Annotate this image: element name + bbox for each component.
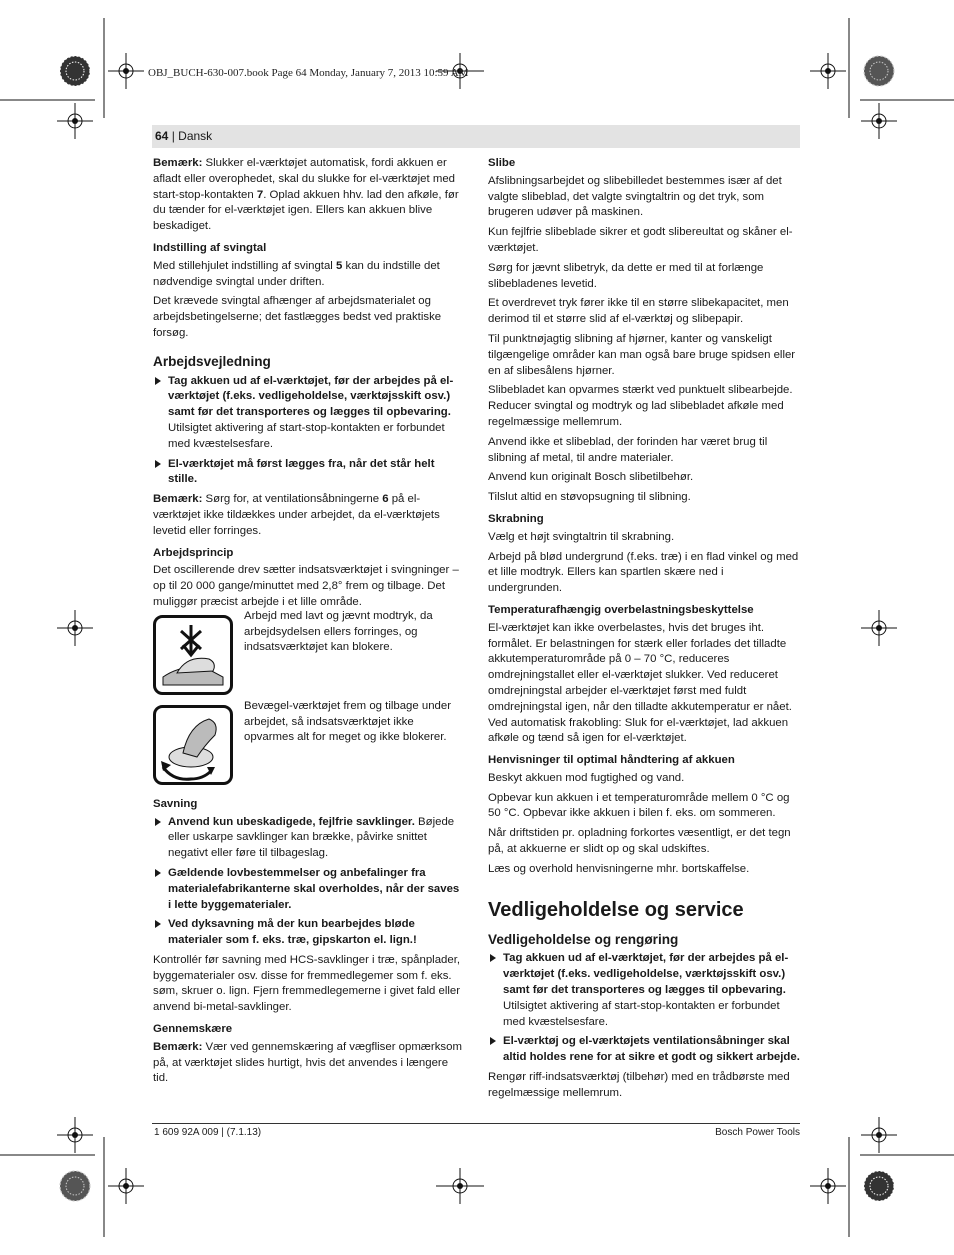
temperature-text: El-værktøjet kan ikke overbelastes, hvis det bruges iht. formålet. Er belastningen for stærk eller forlades det tilladte akkutemperaturområde på 0 – 70 °C, reduceres omdrejningstallet eller el-værktøjet slukker. Ved reduceret omdrejningstal arbejder el-værktøjet først med fuldt omdrejningstal igen, når den tilladte akkutemperatur er nået. Ved automatisk frakobling: Sluk for el-værktøjet, lad akkuen afkøle og tænd så igen for el-værktøjet. [488,621,792,745]
page-footer [152,1123,800,1138]
note-tiles: Bemærk: Vær ved gennemskæring af vægfliser opmærksom på, at værktøjet slides hurtigt, hvis det anvendes i længere tid. [153,1040,462,1085]
low-pressure-icon [153,615,233,695]
saw-bullet-2: Gældende lovbestemmelser og anbefalinger fra materialefabrikanterne skal overholdes, når der saves i lette byggematerialer. [153,866,465,913]
figure-move-tool-text: Bevægel-værktøjet frem og tilbage under arbejdet, så indsatsværktøjet ikke opvarmes alt for meget og ikke blokerer. [244,699,452,744]
bullet-remove-battery: Tag akkuen ud af el-værktøjet, før der arbejdes på el-værktøjet (f.eks. vedligeholdelse, værktøjsskift osv.) samt før det transporteres og lægges til opbevaring. Utilsigtet aktivering af start-stop-kontakten er forbundet med kvæstelsesfare. [153,374,465,453]
battery-para-4: Læs og overhold henvisningerne mhr. bortskaffelse. [488,862,750,875]
sanding-para-7: Anvend ikke et slibeblad, der forinden har været brug til slibning af metal, til andre materialer. [488,435,768,464]
battery-para-1: Beskyt akkuen mod fugtighed og vand. [488,771,685,784]
battery-para-3: Når driftstiden pr. opladning forkortes væsentligt, er det tegn på, at akkuerne er slidt op og skal udskiftes. [488,827,791,856]
header-separator: | [168,129,179,143]
sanding-para-6: Slibebladet kan opvarmes stærkt ved punktuelt slibearbejde. Reducer svingtal og modtryk og lad slibebladet afkøle med regelmæssige mellemrum. [488,384,793,428]
page-header [152,125,800,148]
temperature-heading: Temperaturafhængig overbelastningsbeskyttelse [488,603,754,616]
principle-heading: Arbejdsprincip [153,546,234,559]
sawing-heading: Savning [153,797,198,810]
speed-heading: Indstilling af svingtal [153,241,267,254]
sanding-para-2: Kun fejlfrie slibeblade sikrer et godt slibereultat og skåner el-værktøjet. [488,226,793,254]
bullet-triangle-icon [155,920,161,928]
bullet-triangle-icon [155,869,161,877]
saw-bullet-3: Ved dyksavning må der kun bearbejdes bløde materialer som f. eks. træ, gipskarton el. lign.! [153,917,465,949]
sanding-para-5: Til punktnøjagtig slibning af hjørner, kanter og vanskeligt tilgængelige områder kan man også bare bruge spidsen eller en af slibesålens hjørner. [488,332,796,377]
move-tool-icon [153,705,233,785]
maintenance-bullet-2: El-værktøj og el-værktøjets ventilationsåbninger skal altid holdes rene for at sikre et godt og sikkert arbejde. [488,1034,800,1066]
note-ventilation: Bemærk: Sørg for, at ventilationsåbningerne 6 på el-værktøjet ikke tildækkes under arbejdet, da el-værktøjets levetid eller forringes. [153,493,440,537]
maintenance-text: Rengør riff-indsatsværktøj (tilbehør) med en trådbørste med regelmæssige mellemrum. [488,1071,790,1099]
bullet-triangle-icon [490,1037,496,1045]
principle-text: Det oscillerende drev sætter indsatsværktøjet i svingninger – op til 20 000 gange/minuttet med 2,8° frem og tilbage. Det muliggør præcist arbejde i et lille område. [153,564,459,608]
left-column [153,156,465,1091]
cleaning-heading: Vedligeholdelse og rengøring [488,931,679,947]
scraping-heading: Skrabning [488,512,544,525]
bullet-triangle-icon [490,954,496,962]
page-number: 64 [155,129,169,143]
right-column [488,156,800,1106]
scraping-para-1: Vælg et højt svingtaltrin til skrabning. [488,530,675,543]
maintenance-title: Vedligeholdelse og service [488,898,744,921]
battery-heading: Henvisninger til optimal håndtering af akkuen [488,754,735,767]
footer-doc-number: 1 609 92A 009 | (7.1.13) [154,1127,262,1138]
figure-low-pressure [153,609,465,701]
sanding-para-8: Anvend kun originalt Bosch slibetilbehør. [488,471,694,484]
bullet-triangle-icon [155,377,161,385]
sanding-para-3: Sørg for jævnt slibetryk, da dette er med til at forlænge slibebladenes levetid. [488,261,764,290]
figure-move-tool [153,699,465,791]
work-instructions-heading: Arbejdsvejledning [153,353,271,369]
bullet-triangle-icon [155,818,161,826]
note-auto-off: Bemærk: Slukker el-værktøjet automatisk, fordi akkuen er afladt eller overophedet, skal du slukke for el-værktøjet med start-stop-kontakten 7. Oplad akkuen hhv. lad den afkøle, før du tænder for el-værktøjet igen. Ellers kan akkuen blive beskadiget. [153,157,459,233]
sanding-heading: Slibe [488,157,516,169]
sanding-para-1: Afslibningsarbejdet og slibebilledet bestemmes især af det valgte slibeblad, det valgte svingtaltrin og det tryk, som brugeren udøver på maskinen. [488,174,782,219]
scraping-para-2: Arbejd på blød undergrund (f.eks. træ) i en flad vinkel og med et lille modtryk. Ellers kan spartlen skære ned i undergrunden. [488,550,799,595]
speed-para-1: Med stillehjulet indstilling af svingtal 5 kan du indstille det nødvendige svingtal under driften. [153,259,440,288]
through-cut-heading: Gennemskære [153,1023,233,1036]
speed-para-2: Det krævede svingtal afhænger af arbejdsmaterialet og arbejdsbetingelserne; det fastlægges bedst ved praktiske forsøg. [153,295,442,339]
bullet-put-down: El-værktøjet må først lægges fra, når det står helt stille. [153,457,465,489]
sanding-para-4: Et overdrevet tryk fører ikke til en større slibekapacitet, men derimod til et større slid af el-værktøj og slibepapir. [488,297,789,326]
footer-brand: Bosch Power Tools [715,1127,800,1138]
figure-low-pressure-text: Arbejd med lavt og jævnt modtryk, da arbejdsydelsen ellers forringes, og indsatsværktøjet kan blokere. [244,609,433,654]
sanding-para-9: Tilslut altid en støvopsugning til slibning. [488,491,691,504]
saw-bullet-1: Anvend kun ubeskadigede, fejlfrie savklinger. Bøjede eller uskarpe savklinger kan brække, påvirke snittet negativt eller føre til tilbageslag. [153,815,465,862]
saw-text: Kontrollér før savning med HCS-savklinger i træ, spånplader, byggematerialer osv. disse for fremmedlegemer som f. eks. søm, skruer o. lign. Fjern fremmedlegemerne i givet fald eller anvend bi-metal-savklinger. [153,953,461,1014]
battery-para-2: Opbevar kun akkuen i et temperaturområde mellem 0 °C og 50 °C. Opbevar ikke akkuen i bilen f. eks. om sommeren. [488,791,790,820]
header-language: Dansk [178,129,213,143]
maintenance-bullet-1: Tag akkuen ud af el-værktøjet, før der arbejdes på el-værktøjet (f.eks. vedligeholdelse, værktøjsskift osv.) samt før det transporteres og lægges til opbevaring. Utilsigtet aktivering af start-stop-kontakten er forbundet med kvæstelsesfare. [488,951,800,1030]
bullet-triangle-icon [155,460,161,468]
print-meta: OBJ_BUCH-630-007.book Page 64 Monday, January 7, 2013 10:59 AM [148,67,469,79]
